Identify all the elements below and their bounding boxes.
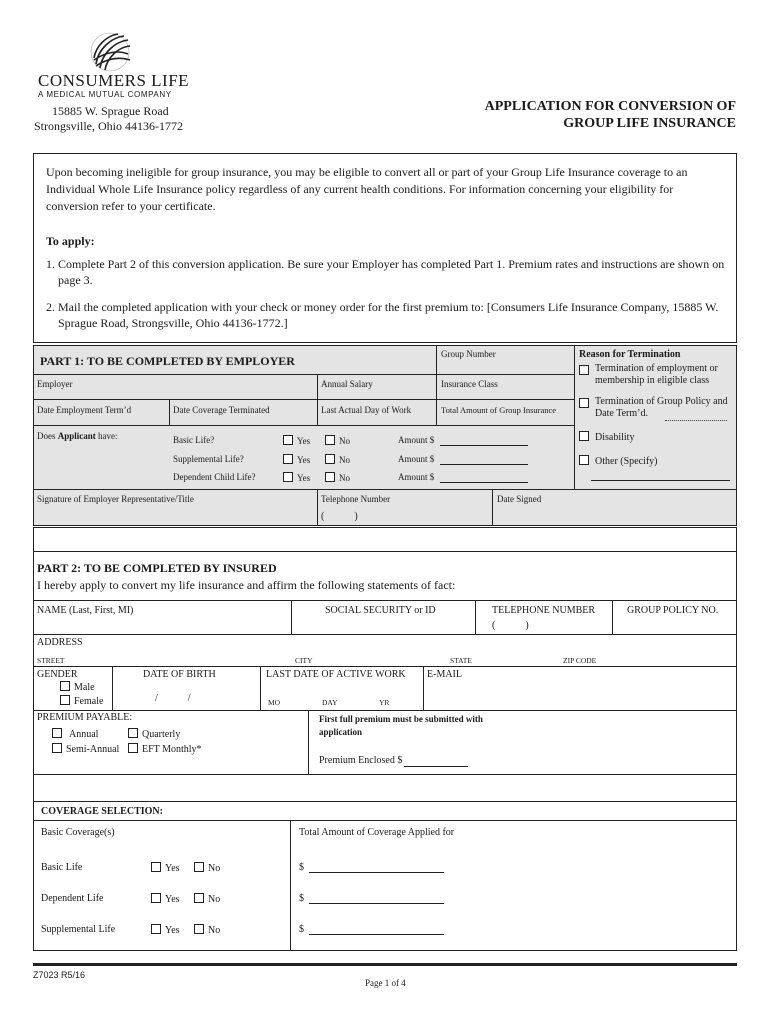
reason-other-specify-field[interactable] — [591, 480, 730, 481]
first-premium-notice-line1: First full premium must be submitted with — [319, 714, 483, 724]
date-employment-termd-label: Date Employment Term’d — [37, 405, 132, 415]
dob-field[interactable]: / / — [155, 693, 191, 704]
to-apply-heading: To apply: — [46, 234, 95, 248]
premium-quarterly-option[interactable]: Quarterly — [128, 728, 180, 740]
reason-termination-employment[interactable]: Termination of employment or membership in eligible class — [579, 363, 731, 387]
employer-telephone-label: Telephone Number — [321, 494, 391, 504]
basic-life-yes-checkbox[interactable] — [283, 435, 293, 445]
part1-heading: PART 1: TO BE COMPLETED BY EMPLOYER — [40, 354, 295, 368]
basic-coverages-label: Basic Coverage(s) — [41, 827, 115, 838]
company-address-line2: Strongsville, Ohio 44136-1772 — [34, 119, 183, 133]
coverage-basic-life-yes-checkbox[interactable] — [151, 862, 161, 872]
premium-enclosed-field[interactable] — [404, 766, 468, 767]
supplemental-life-no-checkbox[interactable] — [325, 454, 335, 464]
basic-life-amount-field[interactable] — [440, 435, 528, 446]
coverage-row-dependent-life: Dependent Life Yes No $ — [41, 893, 461, 907]
eft-monthly-checkbox[interactable] — [128, 743, 138, 753]
insurance-class-label: Insurance Class — [441, 379, 498, 389]
insured-phone-field[interactable]: ( ) — [492, 620, 529, 631]
date-coverage-terminated-label: Date Coverage Terminated — [173, 405, 270, 415]
premium-enclosed-label: Premium Enclosed $ — [319, 755, 403, 766]
part2-heading: PART 2: TO BE COMPLETED BY INSURED — [37, 561, 277, 575]
telephone-label: TELEPHONE NUMBER — [492, 605, 596, 616]
dependent-child-life-no-checkbox[interactable] — [325, 472, 335, 482]
email-label: E-MAIL — [427, 669, 462, 680]
coverage-basic-life-no-checkbox[interactable] — [194, 862, 204, 872]
premium-payable-label: PREMIUM PAYABLE: — [37, 712, 133, 723]
coverage-heading: COVERAGE SELECTION: — [41, 806, 163, 817]
coverage-dependent-life-amount-field[interactable] — [309, 893, 444, 904]
dependent-child-life-amount-field[interactable] — [440, 472, 528, 483]
apply-step-1: 1. Complete Part 2 of this conversion application. Be sure your Employer has completed Part 1. Premium rates and instructions are shown on page 3. — [46, 257, 725, 287]
quarterly-checkbox[interactable] — [128, 728, 138, 738]
part2-statement: I hereby apply to convert my life insurance and affirm the following statements of fact: — [37, 578, 456, 592]
coverage-supplemental-life-no-checkbox[interactable] — [194, 924, 204, 934]
reason-other[interactable]: Other (Specify) — [579, 455, 657, 467]
last-actual-day-label: Last Actual Day of Work — [321, 405, 412, 415]
does-applicant-have-label: Does Applicant have: — [37, 431, 118, 441]
annual-salary-label: Annual Salary — [321, 379, 373, 389]
coverage-supplemental-life-amount-field[interactable] — [309, 924, 444, 935]
first-premium-notice-line2: application — [319, 727, 363, 737]
company-name: CONSUMERS LIFE — [38, 71, 190, 90]
company-subtitle: A MEDICAL MUTUAL COMPANY — [38, 90, 172, 99]
month-label: MO — [268, 698, 281, 707]
page-number: Page 1 of 4 — [365, 978, 406, 988]
footer-rule — [33, 963, 737, 966]
coverage-supplemental-life-yes-checkbox[interactable] — [151, 924, 161, 934]
part1-coverage-row: Supplemental Life? Yes No Amount $ — [173, 454, 573, 468]
employer-phone-field[interactable]: ( ) — [321, 511, 358, 522]
premium-annual-option[interactable]: Annual — [52, 728, 98, 740]
supplemental-life-amount-field[interactable] — [440, 454, 528, 465]
premium-semi-annual-option[interactable]: Semi-Annual — [52, 743, 119, 755]
coverage-row-supplemental-life: Supplemental Life Yes No $ — [41, 924, 461, 938]
reason-disability[interactable]: Disability — [579, 431, 634, 443]
reason-termination-group-policy[interactable]: Termination of Group Policy and Date Term’d. — [579, 396, 731, 420]
apply-step-2: 2. Mail the completed application with your check or money order for the first premium to: [Consumers Life Insurance Company, 15885 W. Sprague Road, Strongsville, Ohio 44136-1772.] — [46, 300, 719, 330]
city-label: CITY — [295, 656, 313, 665]
part1-coverage-row: Dependent Child Life? Yes No Amount $ — [173, 472, 573, 486]
reason-checkbox[interactable] — [579, 431, 589, 441]
form-title-line1: APPLICATION FOR CONVERSION OF — [484, 99, 736, 114]
supplemental-life-yes-checkbox[interactable] — [283, 454, 293, 464]
coverage-basic-life-amount-field[interactable] — [309, 862, 444, 873]
ssn-label: SOCIAL SECURITY or ID — [325, 605, 436, 616]
gender-male-option[interactable]: Male — [60, 681, 95, 693]
dob-label: DATE OF BIRTH — [143, 669, 216, 680]
date-signed-label: Date Signed — [497, 494, 542, 504]
street-label: STREET — [37, 656, 65, 665]
male-checkbox[interactable] — [60, 681, 70, 691]
employer-label: Employer — [37, 379, 73, 389]
signature-label: Signature of Employer Representative/Title — [37, 494, 194, 504]
coverage-row-basic-life: Basic Life Yes No $ — [41, 862, 461, 876]
company-address-line1: 15885 W. Sprague Road — [52, 104, 169, 118]
total-amount-coverage-label: Total Amount of Coverage Applied for — [299, 827, 455, 838]
reason-checkbox[interactable] — [579, 398, 589, 408]
intro-paragraph: Upon becoming ineligible for group insurance, you may be eligible to convert all or part of your Group Life Insurance coverage to an Individual Whole Life Insurance policy regardless of any current health conditions. For information concerning your eligibility for conversion refer to your certificate. — [46, 165, 688, 213]
coverage-dependent-life-no-checkbox[interactable] — [194, 893, 204, 903]
part1-coverage-row: Basic Life? Yes No Amount $ — [173, 435, 573, 449]
group-policy-label: GROUP POLICY NO. — [627, 605, 719, 616]
company-logo-icon — [88, 30, 132, 74]
coverage-dependent-life-yes-checkbox[interactable] — [151, 893, 161, 903]
gender-female-option[interactable]: Female — [60, 695, 103, 707]
annual-checkbox[interactable] — [52, 728, 62, 738]
female-checkbox[interactable] — [60, 695, 70, 705]
dependent-child-life-yes-checkbox[interactable] — [283, 472, 293, 482]
basic-life-no-checkbox[interactable] — [325, 435, 335, 445]
reason-checkbox[interactable] — [579, 455, 589, 465]
form-title-line2: GROUP LIFE INSURANCE — [563, 116, 736, 131]
state-label: STATE — [450, 656, 472, 665]
premium-eft-monthly-option[interactable]: EFT Monthly* — [128, 743, 202, 755]
reason-checkbox[interactable] — [579, 365, 589, 375]
group-number-label: Group Number — [441, 349, 496, 359]
zip-label: ZIP CODE — [563, 656, 597, 665]
total-amount-group-label: Total Amount of Group Insurance — [441, 405, 557, 415]
name-label: NAME (Last, First, MI) — [37, 605, 134, 616]
form-code: Z7023 R5/16 — [33, 970, 86, 980]
year-label: YR — [379, 698, 390, 707]
semi-annual-checkbox[interactable] — [52, 743, 62, 753]
last-date-active-label: LAST DATE OF ACTIVE WORK — [266, 669, 406, 680]
day-label: DAY — [322, 698, 338, 707]
gender-label: GENDER — [37, 669, 78, 680]
address-label: ADDRESS — [37, 637, 83, 648]
reason-heading: Reason for Termination — [579, 349, 681, 360]
